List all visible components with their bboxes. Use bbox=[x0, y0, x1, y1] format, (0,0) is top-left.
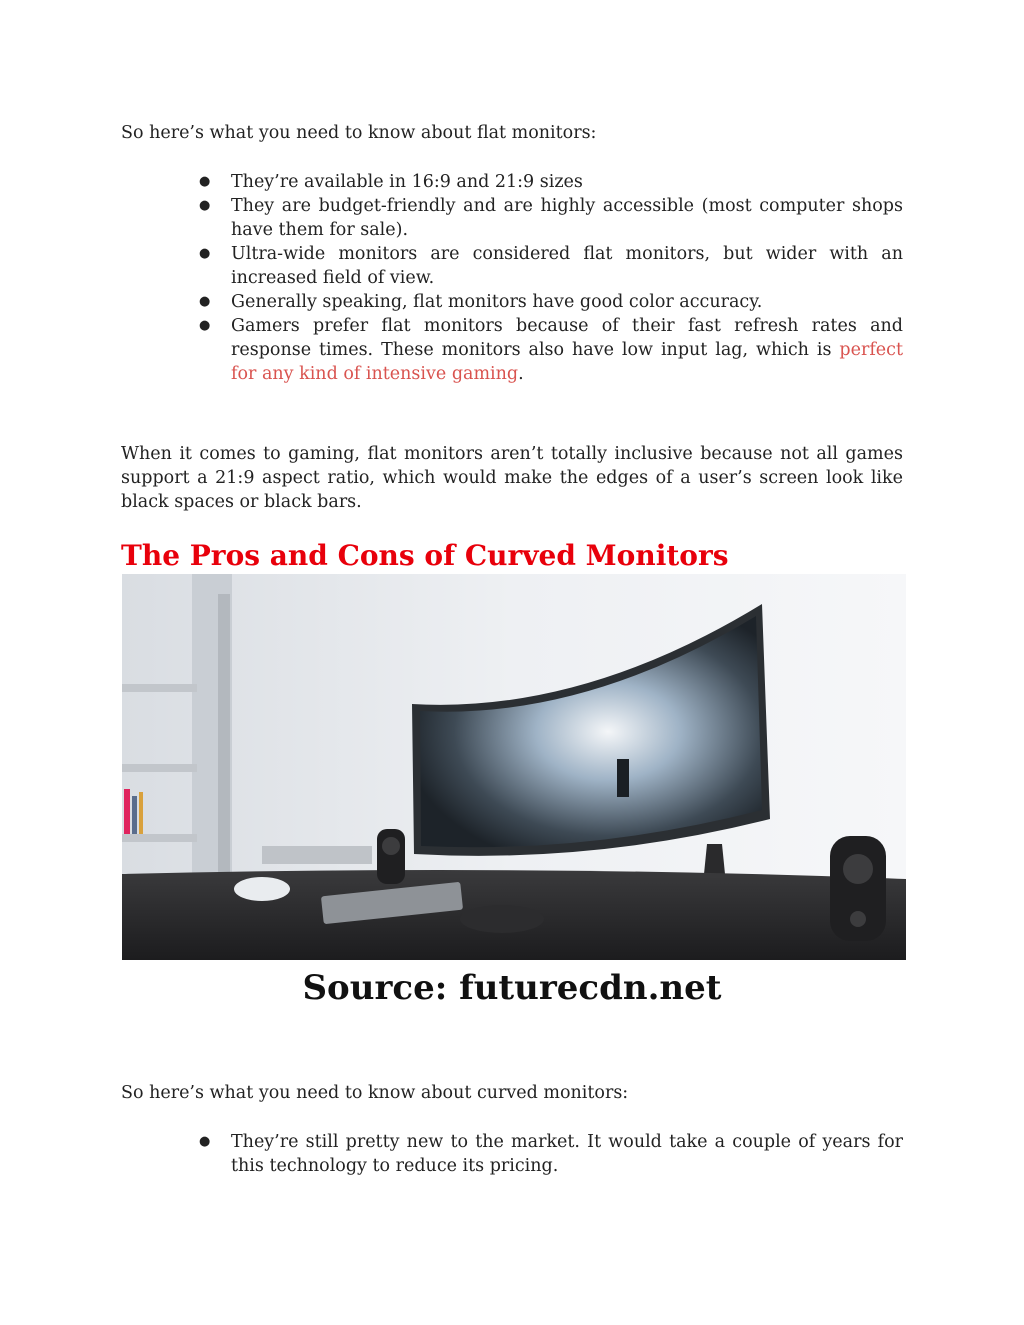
list-item: ● Generally speaking, flat monitors have good color accuracy. bbox=[199, 292, 763, 312]
intensive-gaming-link[interactable]: perfect for any kind of intensive gaming bbox=[231, 340, 903, 384]
curved-monitors-heading: The Pros and Cons of Curved Monitors bbox=[121, 539, 729, 572]
flat-monitors-bullet-list bbox=[199, 170, 903, 386]
flat-monitors-intro: So here’s what you need to know about flat monitors: bbox=[121, 123, 597, 143]
list-item: ● They’re still pretty new to the market. It would take a couple of years for this technology to reduce its pricing. bbox=[199, 1132, 903, 1176]
list-item: ● They are budget-friendly and are highly accessible (most computer shops have them for sale). bbox=[199, 196, 903, 240]
curved-monitors-bullet-list bbox=[199, 1130, 903, 1178]
bullet-icon: ● bbox=[199, 174, 211, 189]
gaming-note-paragraph: When it comes to gaming, flat monitors aren’t totally inclusive because not all games support a 21:9 aspect ratio, which would make the edges of a user’s screen look like black spaces or black bars. bbox=[121, 444, 903, 512]
bullet-icon: ● bbox=[199, 294, 211, 309]
bullet-icon: ● bbox=[199, 246, 211, 261]
curved-monitors-intro: So here’s what you need to know about curved monitors: bbox=[121, 1083, 629, 1103]
bullet-icon: ● bbox=[199, 198, 211, 213]
image-source-caption: Source: futurecdn.net bbox=[302, 968, 722, 1008]
bullet-icon: ● bbox=[199, 318, 211, 333]
bullet-icon: ● bbox=[199, 1134, 211, 1149]
list-item: ● They’re available in 16:9 and 21:9 sizes bbox=[199, 172, 583, 192]
curved-monitor-desk-photo bbox=[122, 574, 906, 960]
list-item: ● Gamers prefer flat monitors because of their fast refresh rates and response times. These monitors also have low input lag, which is perfect for any kind of intensive gaming. bbox=[199, 316, 903, 384]
list-item: ● Ultra-wide monitors are considered flat monitors, but wider with an increased field of view. bbox=[199, 244, 903, 288]
